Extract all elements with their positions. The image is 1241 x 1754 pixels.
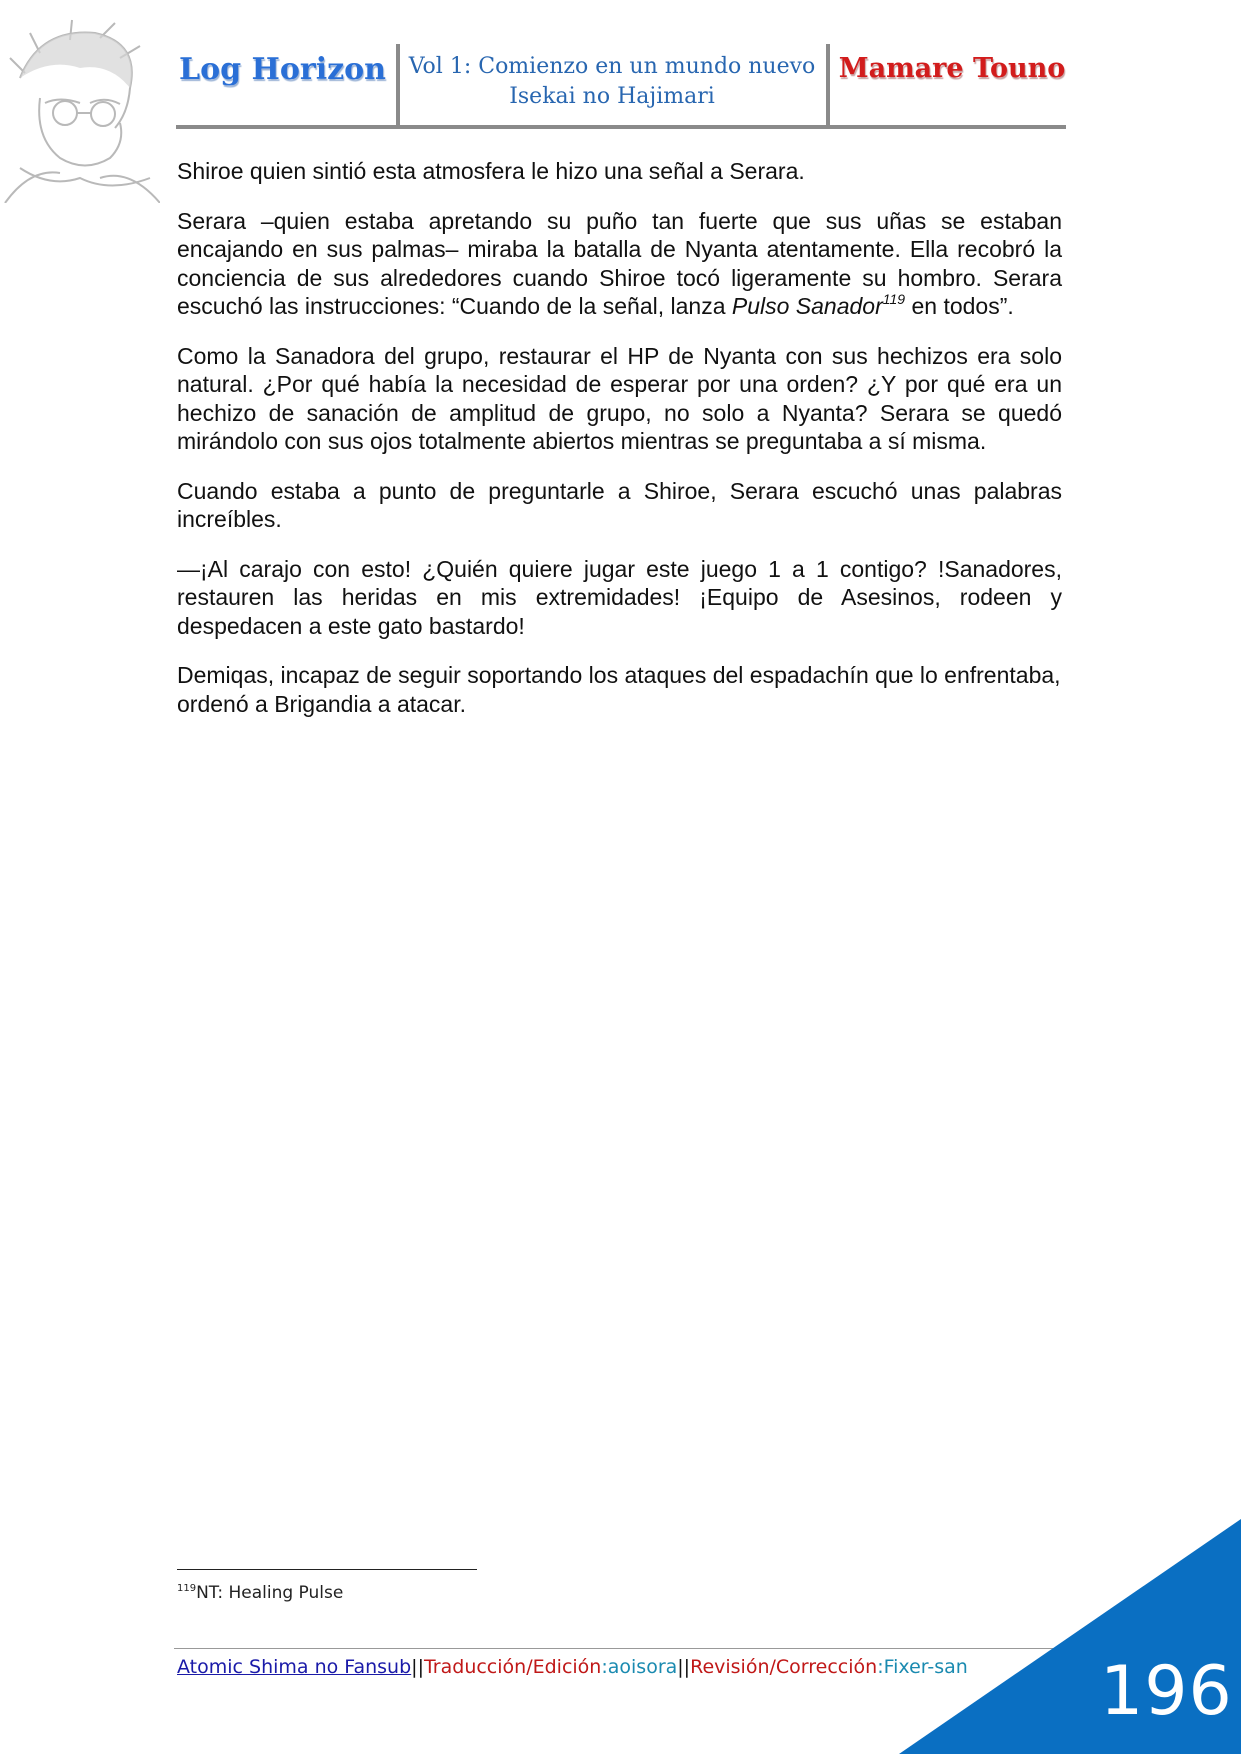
footnote-number: 119 [177, 1583, 197, 1594]
volume-title-line-1: Vol 1: Comienzo en un mundo nuevo [408, 54, 816, 79]
footer-credits [177, 1656, 968, 1678]
header-rule [176, 125, 1066, 129]
author-name: Mamare Touno [838, 53, 1066, 84]
character-portrait-image [0, 18, 160, 203]
separator: || [411, 1656, 424, 1678]
separator: || [677, 1656, 691, 1678]
paragraph: Demiqas, incapaz de seguir soportando los ataques del espadachín que lo enfrentaba, ordenó a Brigandia a atacar. [177, 662, 1061, 717]
volume-title-line-2: Isekai no Hajimari [509, 84, 715, 109]
fansub-group-link[interactable]: Atomic Shima no Fansub [177, 1656, 412, 1678]
paragraph: Cuando estaba a punto de preguntarle a Shiroe, Serara escuchó unas palabras increíbles. [177, 477, 1062, 532]
paragraph: Como la Sanadora del grupo, restaurar el HP de Nyanta con sus hechizos era solo natural. ¿Por qué había la necesidad de esperar por una orden? ¿Y por qué era un hechizo de sanación de amplitud de grupo, no solo a Nyanta? Serara se quedó mirándolo con sus ojos totalmente abiertos mientras se preguntaba a sí misma. [177, 342, 1062, 454]
footnote-text: NT: Healing Pulse [196, 1583, 344, 1603]
header-divider [826, 44, 830, 126]
translation-label: Traducción/Edición [423, 1656, 602, 1678]
paragraph: Shiroe quien sintió esta atmosfera le hizo una señal a Serara. [177, 158, 805, 184]
footnote-rule [177, 1569, 477, 1570]
header-divider [396, 44, 400, 126]
footnote-reference: 119 [882, 291, 906, 307]
volume-title [402, 52, 822, 112]
translator-name: :aoisora [601, 1656, 678, 1678]
paragraph [177, 207, 1062, 321]
page-body [177, 157, 1062, 739]
italic-term: Pulso Sanador [731, 293, 883, 319]
reviewer-name: :Fixer-san [877, 1656, 968, 1678]
review-label: Revisión/Corrección [690, 1656, 878, 1678]
page-number: 196 [1100, 1652, 1233, 1731]
book-title: Log Horizon [179, 52, 386, 87]
paragraph-text: Serara –quien estaba apretando su puño tan fuerte que sus uñas se estaban encajando en sus palmas– miraba la batalla de Nyanta atentamente. Ella recobró la conciencia de sus alrededores cuando Shiroe tocó ligeramente su hombro. Serara escuchó las instrucciones: “Cuando de la señal, lanza [177, 207, 1062, 319]
paragraph: —¡Al carajo con esto! ¿Quién quiere jugar este juego 1 a 1 contigo? !Sanadores, restauren las heridas en mis extremidades! ¡Equipo de Asesinos, rodeen y despedacen a este gato bastardo! [177, 555, 1062, 639]
paragraph-text: en todos”. [905, 293, 1014, 319]
footnote [177, 1583, 343, 1603]
